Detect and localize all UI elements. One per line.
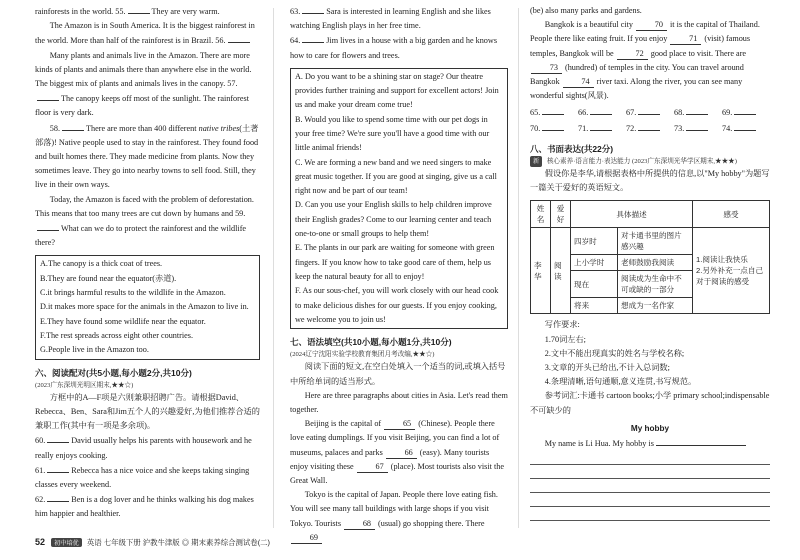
- option-item: A.The canopy is a thick coat of trees.: [40, 259, 163, 269]
- page-number: 52: [35, 537, 46, 547]
- answer-blank[interactable]: 72: [617, 49, 648, 60]
- requirement-item: 3.文章的开头已给出,不计入总词数;: [544, 363, 670, 373]
- requirement-item: 1.70词左右;: [544, 334, 586, 344]
- option-item: G.People live in the Amazon too.: [40, 345, 149, 355]
- answer-slot[interactable]: 66.: [578, 105, 626, 120]
- table-cell-desc: 阅读成为生命中不可或缺的一部分: [618, 271, 693, 298]
- section-title: 八、书面表达(共22分): [530, 143, 614, 154]
- table-cell-hobby: 阅读: [551, 228, 571, 314]
- right-column: [530, 4, 770, 521]
- ad-item: D. Can you use your English skills to help children improve their English grades? Come to our learning center and teach one-to-one or small groups to help them!: [295, 200, 492, 239]
- column-divider: [518, 8, 519, 528]
- answer-blank[interactable]: [37, 221, 59, 231]
- answer-blank[interactable]: 71: [670, 34, 701, 45]
- passage-paragraph: Today, the Amazon is faced with the problem of deforestation. This means that too many trees are cut down by humans and 59.What can we do to protect the rainforest and the wildlife there?: [35, 194, 254, 248]
- section-intro: 假设你是李华,请根据表格中所提供的信息,以"My hobby"为题写一篇关于爱好的英语短文。: [530, 169, 770, 193]
- section-title: 六、阅读配对(共5小题,每小题2分,共10分): [35, 367, 192, 378]
- table-cell-desc: 想成为一名作家: [618, 298, 693, 314]
- passage-paragraph: Here are three paragraphs about cities in Asia. Let's read them together.: [290, 390, 508, 414]
- answer-slot[interactable]: 65.: [530, 105, 578, 120]
- ad-item: C. We are forming a new band and we need singers to make great music together. If you are good at singing, give us a call right now and be part of our team!: [295, 157, 497, 196]
- passage-paragraph: Many plants and animals live in the Amazon. There are more kinds of plants and animals there than anywhere else in the world. The biggest mix of plants and animals lives in the canopy. 57.The canopy keeps off most of the sunlight. The rainforest floor is very dark.: [35, 50, 252, 118]
- ad-item: F. As our sous-chef, you will work closely with our head cook to make delicious dishes for our guests. If you enjoy cooking, we welcome you to join us!: [295, 286, 499, 324]
- answer-blank[interactable]: 67: [357, 462, 388, 473]
- answer-slot[interactable]: 67.: [626, 105, 674, 120]
- answer-blank[interactable]: [37, 91, 59, 101]
- essay-writing-area[interactable]: My name is Li Hua. My hobby is: [530, 436, 770, 451]
- ad-item: A. Do you want to be a shining star on stage? Our theatre provides further training and support for excellent actors! Join us and make your dream come true!: [295, 71, 499, 110]
- answer-blank[interactable]: [62, 121, 84, 131]
- options-box: [35, 255, 260, 359]
- series-badge: 初中培优: [51, 538, 82, 547]
- answer-slot[interactable]: 69.: [722, 105, 770, 120]
- table-cell-desc: 老师鼓励我阅读: [618, 255, 693, 271]
- passage-line: (be) also many parks and gardens.: [530, 6, 642, 15]
- answer-slot[interactable]: 71.: [578, 121, 626, 136]
- answer-blank[interactable]: [302, 33, 324, 43]
- middle-column: [290, 4, 508, 545]
- ad-item: E. The plants in our park are waiting for someone with green fingers. If you know how to take good care of them, help us keep the natural beauty for all to enjoy!: [295, 243, 495, 281]
- essay-title: My hobby: [630, 423, 670, 433]
- answer-blank[interactable]: [47, 492, 69, 502]
- answer-blank[interactable]: [128, 4, 150, 14]
- table-cell-time: 现在: [571, 271, 618, 298]
- table-cell-time: 上小学时: [571, 255, 618, 271]
- passage-paragraph: Tokyo is the capital of Japan. People there love eating fish. You will see many tall buildings with large shops if you visit Tokyo. Tourists 68 (usual) go shopping there. There 69: [290, 490, 498, 542]
- answer-blank[interactable]: 74: [563, 77, 594, 88]
- table-cell-time: 将来: [571, 298, 618, 314]
- passage-line: rainforests in the world. 55. They are very warm.: [35, 4, 260, 19]
- section-intro: 阅读下面的短文,在空白处填入一个适当的词,或填入括号中所给单词的适当形式。: [290, 362, 506, 386]
- question-item: 64. Jim lives in a house with a big garden and he knows how to care for flowers and trees.: [290, 33, 508, 62]
- ad-item: B. Would you like to spend some time with our pet dogs in your free time? We're sure you'll have a good time with our little animal friends!: [295, 114, 490, 153]
- passage-paragraph: The Amazon is in South America. It is the biggest rainforest in the world. More than half of the rainforest is in Brazil. 56.: [35, 21, 255, 46]
- answer-grid: [530, 105, 770, 135]
- answer-slot[interactable]: 73.: [674, 121, 722, 136]
- writing-line[interactable]: [530, 469, 770, 479]
- source-note: (2023广东深圳光明区期末,★★☆): [35, 381, 134, 389]
- option-item: D.it makes more space for the animals in the Amazon to live in.: [40, 302, 249, 312]
- table-header: 具体描述: [571, 201, 693, 228]
- question-item: 63. Sara is interested in learning English and she likes watching English plays in her free time.: [290, 4, 508, 33]
- table-header: 姓名: [531, 201, 551, 228]
- answer-blank[interactable]: 65: [384, 419, 415, 430]
- answer-blank[interactable]: [47, 433, 69, 443]
- source-note: (2024辽宁沈阳实验学校教育集团月考改编,★★☆): [290, 351, 435, 359]
- answer-blank[interactable]: 70: [636, 20, 667, 31]
- question-item: 62. Ben is a dog lover and he thinks walking his dog makes him happier and healthier.: [35, 492, 260, 521]
- writing-line[interactable]: [530, 497, 770, 507]
- left-column: [35, 4, 260, 522]
- page-footer: [35, 537, 270, 548]
- answer-blank[interactable]: [302, 4, 324, 14]
- requirement-item: 参考词汇:卡通书 cartoon books;小学 primary school;indispensable 不可缺少的: [530, 391, 770, 415]
- ads-box: [290, 68, 508, 329]
- question-item: 60. David usually helps his parents with housework and he really enjoys cooking.: [35, 433, 260, 462]
- answer-blank[interactable]: 68: [344, 519, 375, 530]
- writing-line[interactable]: [530, 483, 770, 493]
- requirements-title: 写作要求:: [544, 320, 580, 330]
- passage-paragraph: 58. There are more than 400 different native tribes(土著部落)! Native people used to stay in the rainforest. They found food and built homes there. They made medicine from plants. Now they sometimes leave. They go into nearby towns to sell food. Still, they live in their own ways.: [35, 121, 260, 193]
- answer-slot[interactable]: 68.: [674, 105, 722, 120]
- footer-text: 英语 七年级下册 沪教牛津版 ◎ 期末素养综合测试卷(二): [86, 538, 271, 547]
- answer-slot[interactable]: 74.: [722, 121, 770, 136]
- question-item: 61. Rebecca has a nice voice and she keeps taking singing classes every weekend.: [35, 463, 260, 492]
- option-item: F.The rest spreads across eight other countries.: [40, 330, 194, 340]
- answer-slot[interactable]: 72.: [626, 121, 674, 136]
- requirement-item: 2.文中不能出现真实的姓名与学校名称;: [544, 348, 685, 358]
- writing-line[interactable]: [530, 511, 770, 521]
- answer-blank[interactable]: 73: [531, 63, 562, 74]
- table-header: 爱好: [551, 201, 571, 228]
- table-cell-desc: 对卡通书里的图片感兴趣: [618, 228, 693, 255]
- section-title: 七、语法填空(共10小题,每小题1分,共10分): [290, 337, 452, 348]
- passage-paragraph: Bangkok is a beautiful city 70 it is the capital of Thailand. People there like eating fruit. If you enjoy 71 (visit) famous temples, Bangkok will be 72 good place to visit. There are 73 (hundred) of temples in the city. You can travel around Bangkok 74 river taxi. Along the river, you can see many wonderful sights(风景).: [530, 20, 760, 101]
- section-intro: 方框中的A—F项是六则兼职招聘广告。请根据David、Rebecca、Ben、Sara和Jim五个人的兴趣爱好,为他们推荐合适的兼职工作(其中有一项是多余项)。: [35, 392, 260, 431]
- source-note: 新 核心素养·语言能力·表达能力 (2023广东深圳光华学区期末,★★★): [530, 156, 770, 167]
- info-table: [530, 200, 770, 314]
- answer-blank[interactable]: [47, 463, 69, 473]
- answer-blank[interactable]: 66: [386, 448, 417, 459]
- table-cell-name: 李华: [531, 228, 551, 314]
- writing-line[interactable]: [530, 455, 770, 465]
- table-header: 感受: [693, 201, 770, 228]
- option-item: B.They are found near the equator(赤道).: [40, 273, 177, 283]
- table-cell-time: 四岁时: [571, 228, 618, 255]
- requirement-item: 4.条理清晰,语句通顺,意义连贯,书写规范。: [544, 377, 697, 387]
- option-item: C.it brings harmful results to the wildlife in the Amazon.: [40, 288, 226, 298]
- answer-blank[interactable]: 69: [291, 533, 322, 544]
- column-divider: [273, 8, 274, 528]
- table-cell-feel: 1.阅读让我快乐 2.另外补充一点自己对于阅读的感受: [693, 228, 770, 314]
- answer-blank[interactable]: [228, 33, 250, 43]
- passage-paragraph: Beijing is the capital of 65 (Chinese). People there love eating dumplings. If you visit Beijing, you can find a lot of museums, palaces and parks 66 (easy). Many tourists enjoy visiting these 67 (place). Most tourists also visit the Great Wall.: [290, 419, 504, 485]
- answer-slot[interactable]: 70.: [530, 121, 578, 136]
- option-item: E.They have found some wildlife near the equator.: [40, 316, 206, 326]
- new-badge: 新: [530, 156, 542, 167]
